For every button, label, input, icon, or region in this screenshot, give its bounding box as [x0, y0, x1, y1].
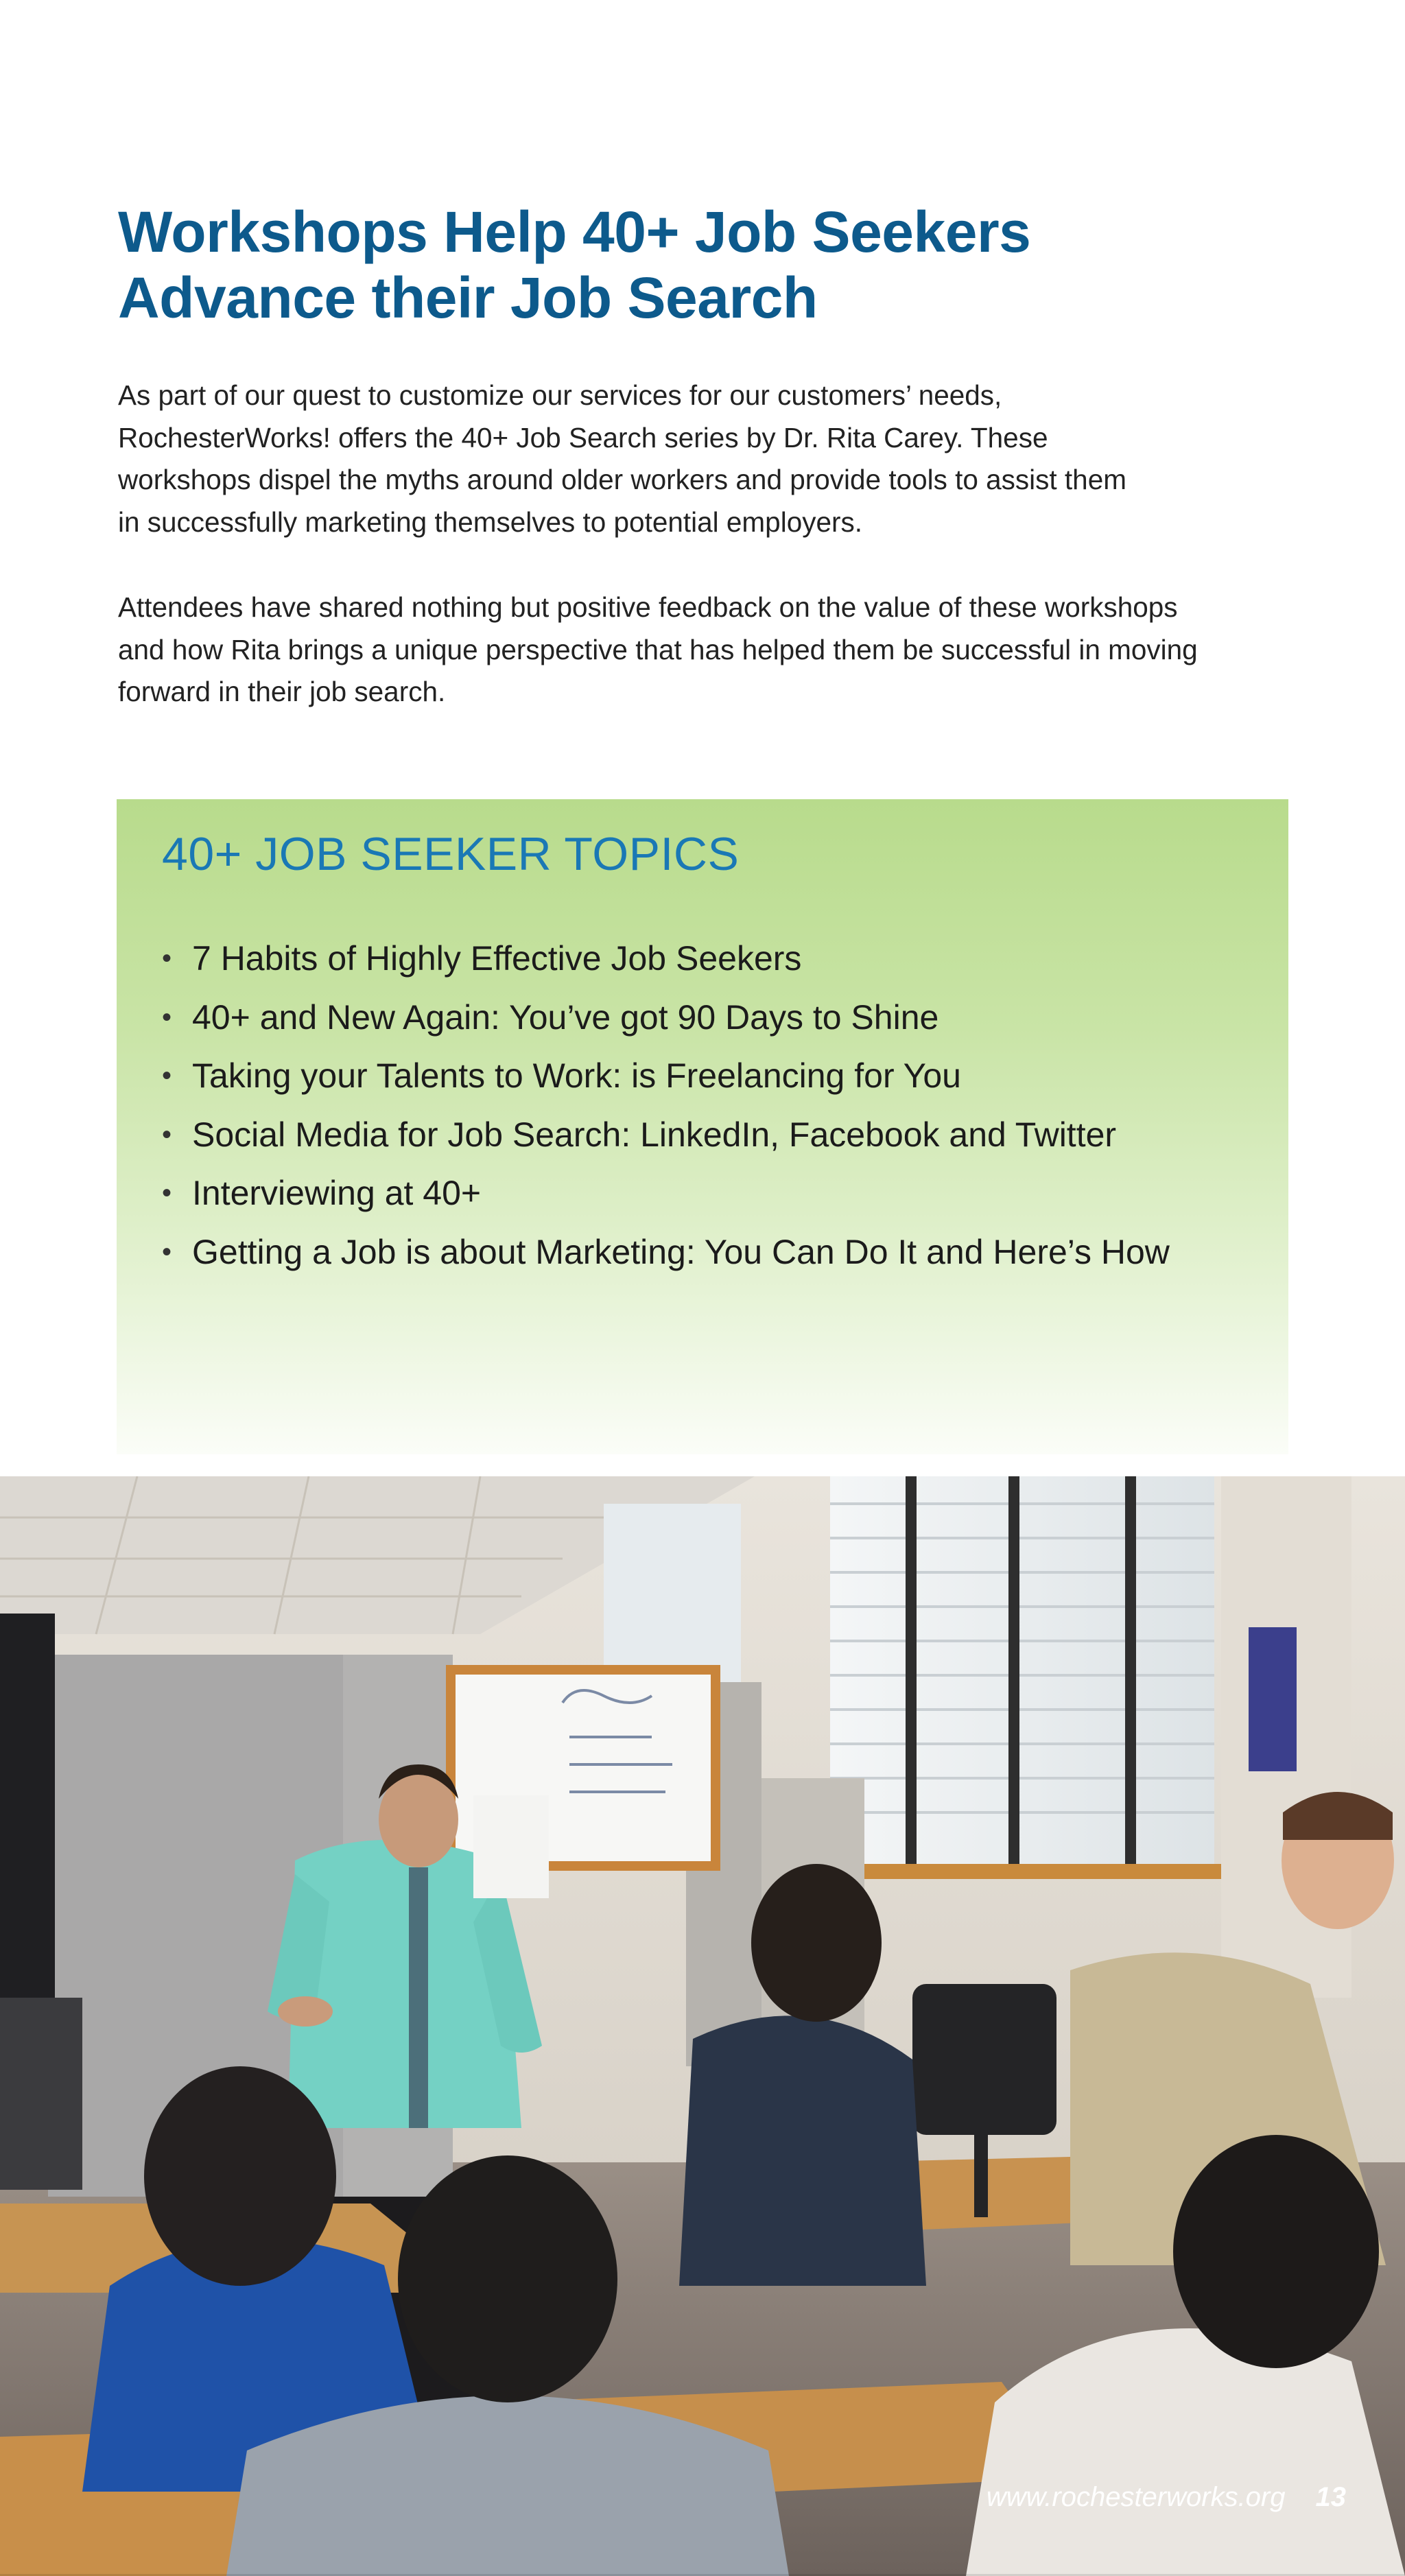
feedback-paragraph: [118, 587, 1298, 713]
paragraph-line: As part of our quest to customize our services for our customers’ needs,: [118, 379, 1002, 411]
paragraph-line: Attendees have shared nothing but positive feedback on the value of these workshops: [118, 591, 1178, 623]
title-line: Workshops Help 40+ Job Seekers: [118, 200, 1031, 264]
list-item: • 7 Habits of Highly Effective Job Seekers: [162, 930, 1170, 989]
topics-heading: 40+ JOB SEEKER TOPICS: [162, 828, 740, 880]
paragraph-line: forward in their job search.: [118, 676, 446, 707]
footer-url: www.rochesterworks.org: [986, 2482, 1286, 2512]
title-line: Advance their Job Search: [118, 265, 818, 330]
list-item: • 40+ and New Again: You’ve got 90 Days to Shine: [162, 989, 1170, 1048]
page-number: 13: [1315, 2482, 1346, 2512]
workshop-photo: [0, 1476, 1405, 2576]
list-item: • Interviewing at 40+: [162, 1164, 1170, 1223]
list-item: • Social Media for Job Search: LinkedIn, Facebook and Twitter: [162, 1106, 1170, 1165]
paragraph-line: in successfully marketing themselves to potential employers.: [118, 506, 862, 538]
paragraph-line: workshops dispel the myths around older workers and provide tools to assist them: [118, 464, 1126, 495]
paragraph-line: and how Rita brings a unique perspective that has helped them be successful in moving: [118, 633, 1198, 665]
topics-list: [162, 930, 1170, 1281]
topics-panel: [117, 799, 1288, 1454]
page-footer: [987, 2477, 1346, 2518]
article-title: [118, 199, 1284, 331]
list-item: • Taking your Talents to Work: is Freelancing for You: [162, 1047, 1170, 1106]
list-item: • Getting a Job is about Marketing: You Can Do It and Here’s How: [162, 1223, 1170, 1282]
intro-paragraph: [118, 375, 1298, 543]
paragraph-line: RochesterWorks! offers the 40+ Job Search series by Dr. Rita Carey. These: [118, 421, 1048, 453]
